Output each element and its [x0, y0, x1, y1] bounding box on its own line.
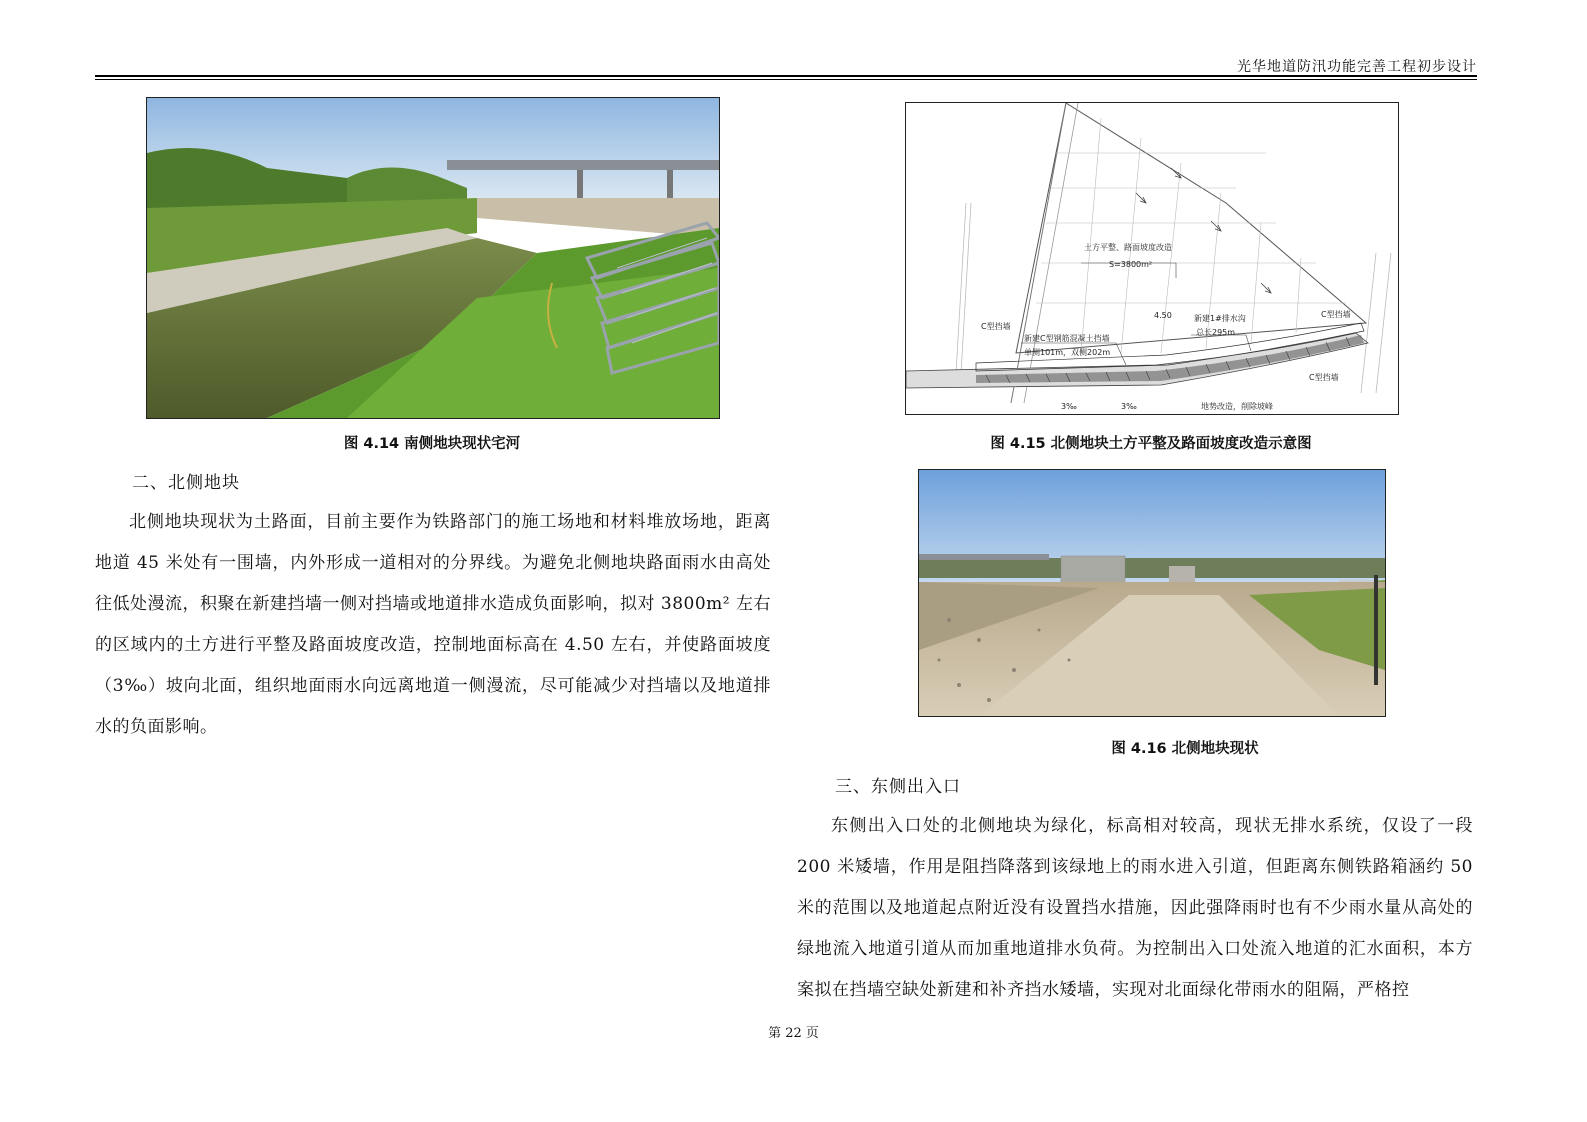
plan-label-elevation: 4.50 — [1154, 311, 1172, 320]
header-rule-thin — [95, 79, 1477, 80]
river-illustration — [147, 98, 719, 418]
plan-north-grading — [905, 102, 1399, 415]
header-rule-thick — [95, 75, 1477, 77]
grading-plan-drawing — [906, 103, 1398, 414]
plan-label-wall-left: C型挡墙 — [981, 322, 1011, 331]
plan-label-new-wall-2: 单侧101m，双侧202m — [1024, 348, 1111, 357]
section-heading-east-entrance: 三、东侧出入口 — [835, 777, 961, 797]
caption-fig-4-16: 图 4.16 北侧地块现状 — [1111, 741, 1259, 757]
plan-label-slope-2: 3‰ — [1121, 402, 1137, 411]
plan-label-new-wall-1: 新建C型钢筋混凝土挡墙 — [1024, 334, 1110, 343]
plan-label-wall-bottom: C型挡墙 — [1309, 373, 1339, 382]
photo-north-plot — [918, 469, 1386, 717]
section-paragraph-north-plot: 北侧地块现状为土路面，目前主要作为铁路部门的施工场地和材料堆放场地，距离地道 45 米处有一围墙，内外形成一道相对的分界线。为避免北侧地块路面雨水由高处往低处漫流，积聚在新建挡墙一侧对挡墙或地道排水造成负面影响，拟对 3800m² 左右的区域内的土方进行平整及路面坡度改造，控制地面标高在 4.50 左右，并使路面坡度（3‰）坡向北面，组织地面雨水向远离地道一侧漫流，尽可能减少对挡墙以及地道排水的负面影响。 — [95, 512, 772, 737]
plan-label-area-size: S=3800m² — [1109, 260, 1153, 269]
photo-south-river — [146, 97, 720, 419]
page-number: 第 22 页 — [768, 1026, 819, 1041]
plan-label-new-ditch-2: 总长295m — [1196, 328, 1236, 337]
plan-label-new-ditch-1: 新建1#排水沟 — [1194, 314, 1246, 323]
plan-label-area-title: 土方平整、路面坡度改造 — [1084, 243, 1172, 252]
plan-label-terrain: 地势改造，削除坡峰 — [1201, 402, 1273, 411]
caption-fig-4-15: 图 4.15 北侧地块土方平整及路面坡度改造示意图 — [990, 436, 1312, 452]
caption-fig-4-14: 图 4.14 南侧地块现状宅河 — [343, 436, 521, 452]
section-paragraph-east-entrance: 东侧出入口处的北侧地块为绿化，标高相对较高，现状无排水系统，仅设了一段 200 米矮墙，作用是阻挡降落到该绿地上的雨水进入引道，但距离东侧铁路箱涵约 50 米的范围以及地道起点附近没有设置挡水措施，因此强降雨时也有不少雨水量从高处的绿地流入地道引道从而加重地道排水负荷。为控制出入口处流入地道的汇水面积，本方案拟在挡墙空缺处新建和补齐挡水矮墙，实现对北面绿化带雨水的阻隔，严格控 — [797, 816, 1473, 1000]
section-heading-north-plot: 二、北侧地块 — [132, 473, 240, 493]
plan-label-slope-1: 3‰ — [1061, 402, 1077, 411]
document-header-title: 光华地道防汛功能完善工程初步设计 — [1237, 59, 1477, 75]
north-plot-illustration — [919, 470, 1385, 716]
plan-label-wall-right: C型挡墙 — [1321, 310, 1351, 319]
